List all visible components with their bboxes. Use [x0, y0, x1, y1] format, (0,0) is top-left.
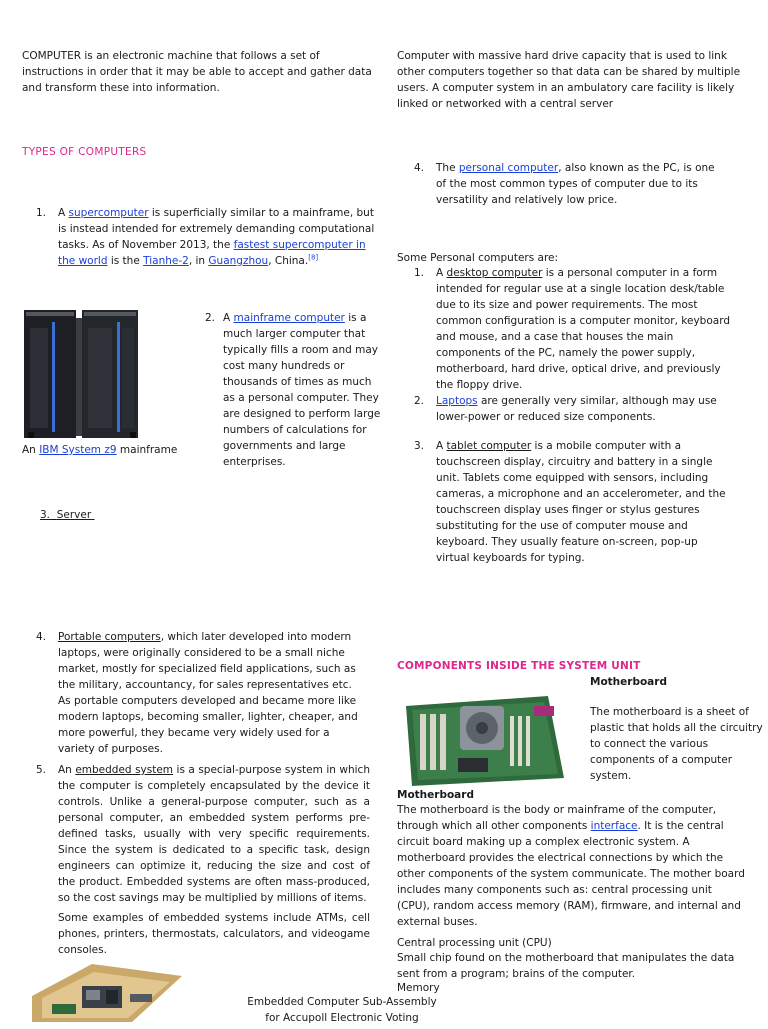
list-number: 3.: [414, 440, 425, 452]
list-item-portable: 4. Portable computers, which later developed into modern laptops, were originally considered to be a small niche market, mostly for specialized field applications, such as the military, accountancy, for sales representatives etc. As portable computers developed and became more like modern laptops, becoming smaller, lighter, cheaper, and more powerful, they became very widely used for a variety of purposes.: [36, 631, 358, 755]
pc-types-list: [414, 265, 734, 566]
motherboard-description: The motherboard is the body or mainframe of the computer, through which all other components interface. It is the central circuit board making up a complex electronic system. A motherboard provides the electrical connections by which the other components of the system communicate. The mother board includes many components such as: central processing unit (CPU), random access memory (RAM), firmware, and internal and external buses.: [397, 804, 745, 928]
memory-title: Memory: [397, 982, 440, 994]
personal-computer-link[interactable]: personal computer: [458, 162, 559, 174]
embedded-caption: Embedded Computer Sub-Assembly for Accupoll Electronic Voting: [247, 996, 437, 1024]
embedded-examples: Some examples of embedded systems include ATMs, cell phones, printers, thermostats, calculators, and videogame consoles.: [58, 912, 370, 956]
types-heading: TYPES OF COMPUTERS: [22, 146, 147, 158]
ibm-system-z9-link[interactable]: IBM System z9: [39, 444, 117, 456]
list-number: 5.: [36, 764, 47, 776]
motherboard-title: Motherboard: [590, 676, 667, 688]
motherboard-label: Motherboard: [397, 789, 474, 801]
intro-right-text: Computer with massive hard drive capacity that is used to link other computers together so that data can be shared by multiple users. A computer system in an ambulatory care facility is likely linked or networked with a central server: [397, 50, 741, 110]
guangzhou-link[interactable]: Guangzhou: [208, 255, 269, 267]
embedded-system-link[interactable]: embedded system: [75, 764, 174, 776]
supercomputer-link[interactable]: supercomputer: [68, 207, 149, 219]
list-item-laptops: 2. Laptops are generally very similar, although may use lower-power or reduced size components.: [414, 395, 717, 423]
laptops-link[interactable]: Laptops: [436, 395, 478, 407]
tablet-computer-link[interactable]: tablet computer: [446, 440, 532, 452]
list-item-desktop: 1. A desktop computer is a personal computer in a form intended for regular use at a single location desk/table due to its size and power requirements. The most common configuration is a computer monitor, keyboard and mouse, and a case that houses the main components of the PC, namely the power supply, motherboard, hard drive, optical drive, and previously the floppy drive.: [414, 267, 730, 391]
fastest-supercomputer-link[interactable]: fastest supercomputer in the world: [58, 239, 366, 267]
embedded-computer-image: [22, 956, 190, 1024]
list-number: 1.: [414, 267, 425, 279]
list-item-embedded: 5. An embedded system is a special-purpose system in which the computer is completely encapsulated by the device it controls. Unlike a general-purpose computer, such as a personal computer, an embedded system performs pre-defined tasks, usually with very specific requirements. Since the system is dedicated to a specific task, design engineers can optimize it, reducing the size and cost of the product. Embedded systems are often mass-produced, so the cost savings may be multiplied by millions of items.: [36, 764, 370, 904]
list-number: 2.: [414, 395, 425, 407]
cpu-title: Central processing unit (CPU): [397, 937, 552, 949]
portable-computers-link[interactable]: Portable computers: [58, 631, 161, 643]
reference-marker[interactable]: [8]: [308, 253, 319, 262]
motherboard-image: [398, 692, 568, 788]
list-number: 1.: [36, 207, 47, 219]
intro-left-text: COMPUTER is an electronic machine that follows a set of instructions in order that it may be able to accept and gather data and transform these into information.: [22, 50, 372, 94]
list-item-supercomputer: 1. A supercomputer is superficially similar to a mainframe, but is instead intended for extremely demanding computational tasks. As of November 2013, the fastest supercomputer in the world is the Tianhe-2, in Guangzhou, China.[8]: [36, 207, 375, 267]
interface-link[interactable]: interface: [590, 820, 638, 832]
list-number: 4.: [414, 162, 425, 174]
components-heading: COMPONENTS INSIDE THE SYSTEM UNIT: [397, 660, 641, 672]
list-item-personal-computer: 4. The personal computer, also known as the PC, is one of the most common types of computer due to its versatility and relatively low price.: [414, 162, 715, 206]
ibm-caption: An IBM System z9 mainframe: [22, 444, 178, 456]
personal-computers-intro: Some Personal computers are:: [397, 252, 559, 264]
motherboard-short-text: The motherboard is a sheet of plastic that holds all the circuitry to connect the various components of a computer system.: [590, 706, 763, 782]
list-item-mainframe: 2. A mainframe computer is a much larger computer that typically fills a room and may cost many hundreds or thousands of times as much as a personal computer. They are designed to perform large numbers of calculations for governments and large enterprises.: [205, 312, 381, 468]
list-number: 4.: [36, 631, 47, 643]
list-item-tablet: 3. A tablet computer is a mobile computer with a touchscreen display, circuitry and battery in a single unit. Tablets come equipped with sensors, including cameras, a microphone and an accelerometer, and the touchscreen display uses finger or stylus gestures substituting for the use of computer mouse and keyboard. They usually feature on-screen, pop-up virtual keyboards for typing.: [414, 440, 726, 564]
list-item-server: 3. Server: [40, 509, 92, 521]
tianhe-2-link[interactable]: Tianhe-2: [143, 255, 189, 267]
mainframe-computer-link[interactable]: mainframe computer: [233, 312, 345, 324]
ibm-mainframe-image: [22, 308, 140, 440]
cpu-description: Small chip found on the motherboard that manipulates the data sent from a program; brains of the computer.: [397, 952, 735, 980]
list-number: 2.: [205, 312, 216, 324]
desktop-computer-link[interactable]: desktop computer: [446, 267, 543, 279]
